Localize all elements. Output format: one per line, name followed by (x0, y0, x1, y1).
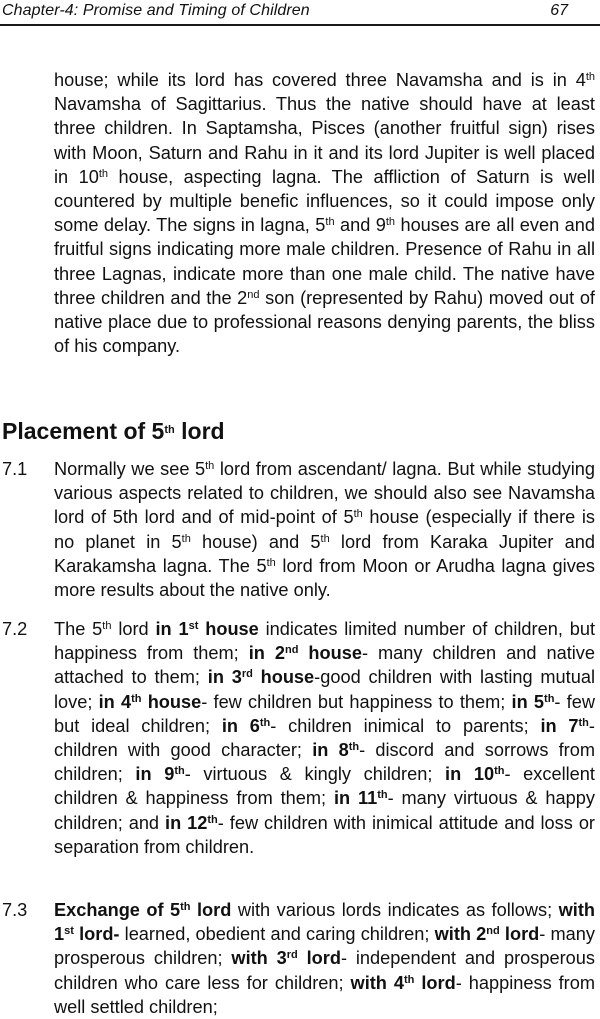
intro-paragraph (54, 68, 595, 358)
text-run: in 1 (155, 619, 189, 639)
superscript: th (544, 692, 555, 705)
text-run: house (198, 619, 259, 639)
text-run: Exchange of 5 (54, 900, 181, 920)
text-run: in 2 (248, 643, 285, 664)
text-run: lord (414, 972, 456, 993)
text-run: - few children but happiness to them; (201, 691, 512, 712)
superscript: th (207, 813, 218, 826)
text-run: - independent and prosperous children who care less for children; (54, 948, 595, 993)
text-run: in 3 (207, 667, 242, 688)
text-run: with 1 (54, 900, 596, 945)
chapter-title: Chapter-4: Promise and Timing of Children (2, 2, 310, 19)
header-rule (0, 24, 600, 26)
superscript: nd (247, 288, 260, 301)
text-run: in 4 (98, 691, 132, 712)
text-run: - few children with inimical attitude and loss or separation from children. (54, 812, 595, 857)
text-run: with 4 (350, 972, 404, 993)
text-run: in 5 (511, 691, 545, 712)
text-run: - discord and sorrows from children; (54, 740, 595, 785)
text-run: - virtuous & kingly children; (184, 764, 446, 785)
text-run: house (141, 691, 202, 712)
section-heading-sup: th (164, 424, 175, 436)
text-run: - happiness from well settled children; (54, 972, 595, 1017)
superscript: th (131, 692, 142, 705)
text-run: Navamsha of Sagittarius. Thus the native should have at least three children. In Saptamsha, Pisces (another fruitful sign) rises with Moon, Saturn and Rahu in it and its lord Jupiter is well placed in 10 (54, 94, 595, 187)
text-run: indicates limited number of children, but happiness from them; (54, 619, 595, 664)
text-run: house, aspecting lagna. The affliction of Saturn is well countered by multiple benefic influences, so it could impose only some delay. The signs in lagna, 5 (54, 166, 595, 236)
running-header (0, 0, 600, 24)
text-run: Normally we see 5 (54, 459, 206, 479)
superscript: st (64, 925, 74, 938)
superscript: th (320, 532, 330, 545)
superscript: th (353, 508, 363, 521)
superscript: th (404, 973, 415, 986)
text-run: lord from Karaka Jupiter and Karakamsha lagna. The 5 (54, 531, 596, 576)
text-run: - many prosperous children; (54, 924, 595, 969)
text-run: with 2 (434, 924, 487, 945)
superscript: th (385, 216, 396, 229)
superscript: nd (284, 644, 299, 657)
text-run: house; while its lord has covered three Navamsha and is in (54, 70, 576, 90)
text-run: and 9 (334, 215, 386, 236)
superscript: th (266, 556, 276, 569)
superscript: th (205, 460, 215, 472)
text-run: lord from ascendant/ lagna. But while studying various aspects related to children, we should also see Navamsha lord of 5th lord and of mid-point of 5 (54, 459, 595, 528)
text-run: house (298, 643, 362, 664)
text-run: The 5 (54, 619, 103, 639)
text-run: in 11 (333, 788, 378, 809)
text-run: learned, obedient and caring children; (119, 924, 435, 945)
superscript: th (348, 741, 360, 754)
superscript: rd (286, 949, 298, 962)
text-run: in 6 (221, 715, 260, 736)
superscript: th (98, 167, 109, 180)
page-number: 67 (550, 2, 568, 19)
superscript: th (377, 789, 388, 802)
text-run: in 10 (445, 764, 495, 785)
text-run: 4 (575, 70, 586, 90)
superscript: th (259, 716, 271, 729)
text-run: - many children and native attached to them; (54, 643, 595, 688)
section-heading-text: Placement of 5 (2, 418, 165, 444)
superscript: th (181, 532, 191, 545)
superscript: st (188, 620, 199, 632)
superscript: th (494, 765, 505, 778)
text-run: with 3 (231, 948, 287, 969)
text-run: lord (190, 900, 232, 920)
text-run: houses are all even and fruitful signs indicating more male children. Presence of Rahu in all three Lagnas, indicate more than one male child. The native have three children and the 2 (54, 215, 595, 308)
text-run: - children with good character; (54, 715, 595, 761)
superscript: th (180, 901, 191, 913)
text-run: in 8 (312, 740, 349, 761)
text-run: with various lords indicates as follows; (231, 900, 559, 920)
text-run: son (represented by Rahu) moved out of native place due to professional reasons denying parents, the bliss of his company. (54, 287, 595, 357)
text-run: in 7 (540, 715, 579, 736)
superscript: th (174, 765, 185, 778)
superscript: th (578, 716, 589, 729)
superscript: th (325, 216, 335, 229)
text-run: lord- (73, 924, 120, 945)
text-run: house (especially if there is no planet in 5 (54, 507, 595, 552)
text-run: - many virtuous & happy children; and (54, 788, 595, 833)
superscript: rd (241, 668, 253, 681)
text-run: - excellent children & happiness from them; (54, 764, 595, 809)
item-text (54, 617, 595, 859)
text-run: -good children with lasting mutual love; (54, 667, 595, 712)
item-text (54, 898, 595, 1019)
text-run: house) and 5 (190, 531, 321, 552)
text-run: lord (297, 948, 341, 969)
text-run: in 9 (135, 764, 175, 785)
section-heading (2, 415, 225, 447)
item-number: 7.2 (2, 619, 28, 639)
text-run: lord from Moon or Arudha lagna gives more results about the native only. (54, 555, 596, 601)
text-run: - children inimical to parents; (270, 715, 541, 736)
item-text (54, 457, 595, 602)
text-run: in 12 (165, 812, 208, 833)
item-number: 7.3 (2, 900, 28, 920)
text-run: house (252, 667, 315, 688)
item-number: 7.1 (2, 459, 28, 479)
superscript: th (585, 71, 595, 83)
text-run: - few but ideal children; (54, 691, 595, 736)
text-run: lord (111, 619, 156, 639)
text-run: lord (499, 924, 540, 945)
superscript: nd (486, 925, 500, 938)
superscript: th (102, 620, 112, 632)
section-heading-after: lord (174, 418, 225, 444)
